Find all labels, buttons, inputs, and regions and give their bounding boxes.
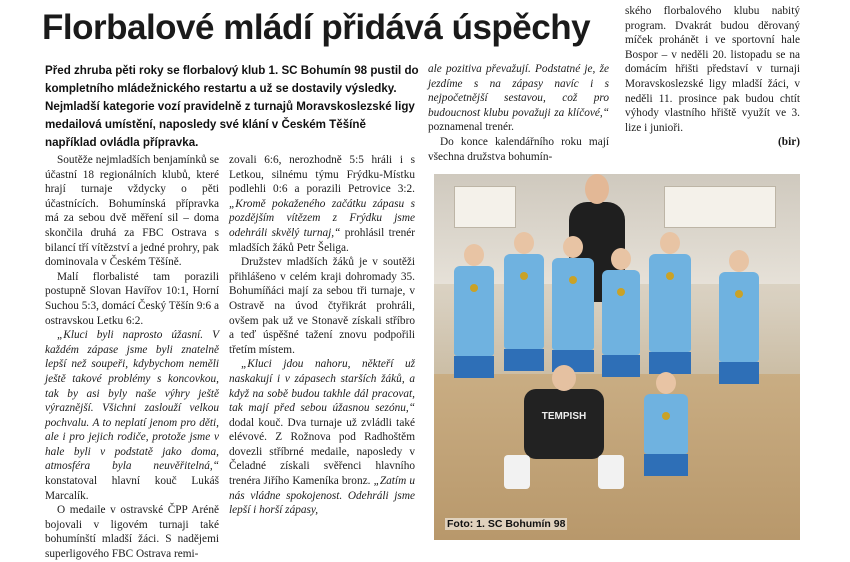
paragraph: Malí florbalisté tam porazili postupně Slovan Havířov 10:1, Horní Suchou 5:3, domácí Český Těšín 9:6 a ostravskou Letku 6:2. bbox=[45, 270, 219, 327]
paragraph: Do konce kalendářního roku mají všechna družstva bohumín- bbox=[428, 135, 609, 163]
article-column-4 bbox=[625, 4, 800, 150]
player-figure bbox=[649, 254, 691, 352]
text: zovali 6:6, nerozhodně 5:5 hráli i s Letkou, silnému týmu Frýdku-Místku podlehli 0:6 a porazili Petrovice 3:2. bbox=[229, 154, 415, 196]
photo-caption: Foto: 1. SC Bohumín 98 bbox=[447, 518, 566, 530]
goalkeeper-figure bbox=[524, 389, 604, 459]
player-figure bbox=[644, 394, 688, 454]
lead-paragraph: Před zhruba pěti roky se florbalový klub 1. SC Bohumín 98 pustil do kompletního mládežnického restartu a už se dostavily výsledky. Nejmladší kategorie vozí pravidelně z turnajů Moravskoslezské ligy medailová umístění, naposledy své klání v Českém Těšíně například ovládla přípravka. bbox=[45, 64, 419, 149]
author-signature: (bir) bbox=[778, 136, 800, 149]
quote-paragraph bbox=[45, 328, 219, 503]
paragraph: ského florbalového klubu nabitý program. Dvakrát budou děrovaný míček prohánět i ve sportovní hale Bospor – v neděli 20. listopadu se na domácím hřišti představí v turnaji Moravskoslezské ligy mladší žáci, v neděli 11. prosince pak budou chtít výhody vlastního hřiště využít ve 3. lize i junioři. bbox=[625, 5, 800, 134]
article-column-2 bbox=[229, 153, 415, 518]
paragraph bbox=[229, 153, 415, 255]
headline: Florbalové mládí přidává úspěchy bbox=[42, 8, 591, 47]
text: dodal kouč. Dva turnaje už zvládli také elévové. Z Rožnova pod Radhoštěm dovezli stříbrné medaile, naposledy v Čeladné získali svěřenci hlavního trenéra Jiřího Kameníka bronz. bbox=[229, 416, 415, 488]
player-figure bbox=[602, 270, 640, 355]
attribution: konstatoval hlavní kouč Lukáš Marcalík. bbox=[45, 475, 219, 502]
player-figure bbox=[719, 272, 759, 362]
player-figure bbox=[552, 258, 594, 350]
article-column-1 bbox=[45, 153, 219, 562]
jersey-text: TEMPISH bbox=[541, 411, 587, 422]
paragraph: O medaile v ostravské ČPP Aréně bojovali v ligovém turnaji také bohumínští mladší žáci. S nadějemi superligového FBC Ostrava remi- bbox=[45, 504, 219, 561]
paragraph: Družstev mladších žáků je v soutěži přihlášeno v celém kraji dohromady 35. Bohumíňáci mají za sebou tři turnaje, v Ostravě na úvod čtyřikrát prohráli, ovšem pak už ve Stonavě získali stříbro a teď úspěšné tažení znovu podpořili třetím místem. bbox=[229, 256, 415, 356]
quote-paragraph bbox=[428, 62, 609, 135]
quote-paragraph bbox=[229, 357, 415, 518]
quote: ale pozitiva převažují. Podstatné je, že jezdíme s na zápasy navíc i s nejpočetnější sestavou, což pro budoucnost klubu považuji za klíčové,“ bbox=[428, 63, 609, 119]
paragraph: Soutěže nejmladších benjamínků se účastní 18 regionálních klubů, které hrají turnaje vždycky o pěti účastnících. Bohumínská přípravka má za sebou dvě měření sil – doma skončila druhá za FBC Ostrava s bilancí tří vítězství a jedné prohry, pak dominovala v Českém Těšíně. bbox=[45, 154, 219, 269]
player-figure bbox=[454, 266, 494, 356]
quote: „Zatím u nás vládne spokojenost. Odehráli jsme lepší i horší zápasy, bbox=[229, 475, 416, 517]
hall-window bbox=[454, 186, 516, 228]
team-photo bbox=[434, 174, 800, 540]
player-figure bbox=[504, 254, 544, 349]
hall-window bbox=[664, 186, 776, 228]
attribution: prohlásil trenér mladších žáků Petr Šeliga. bbox=[229, 226, 416, 254]
quote: „Kluci byli naprosto úžasní. V každém zápase jsme byli znatelně lepší než soupeři, kdybychom neměli ještě takové problémy s koncovkou, tak by asi byly naše výhry ještě výraznější. Všichni zaslouží velkou pochvalu. A to neplatí jenom pro děti, ale i pro jejich rodiče, protože jsme v hale byli v podstatě jako doma, atmosféra byla neuvěřitelná,“ bbox=[45, 329, 219, 473]
article-column-3 bbox=[428, 62, 609, 164]
quote: „Kluci jdou nahoru, někteří už naskakují i v zápasech starších žáků, a když na sobě budou takhle dál pracovat, tak mají před sebou úžasnou sezónu,“ bbox=[229, 358, 415, 415]
quote: „Kromě pokaženého začátku zápasu s pozdějším vítězem z Frýdku jsme odehráli skvělý turnaj,“ bbox=[229, 197, 415, 239]
attribution: poznamenal trenér. bbox=[428, 121, 514, 134]
